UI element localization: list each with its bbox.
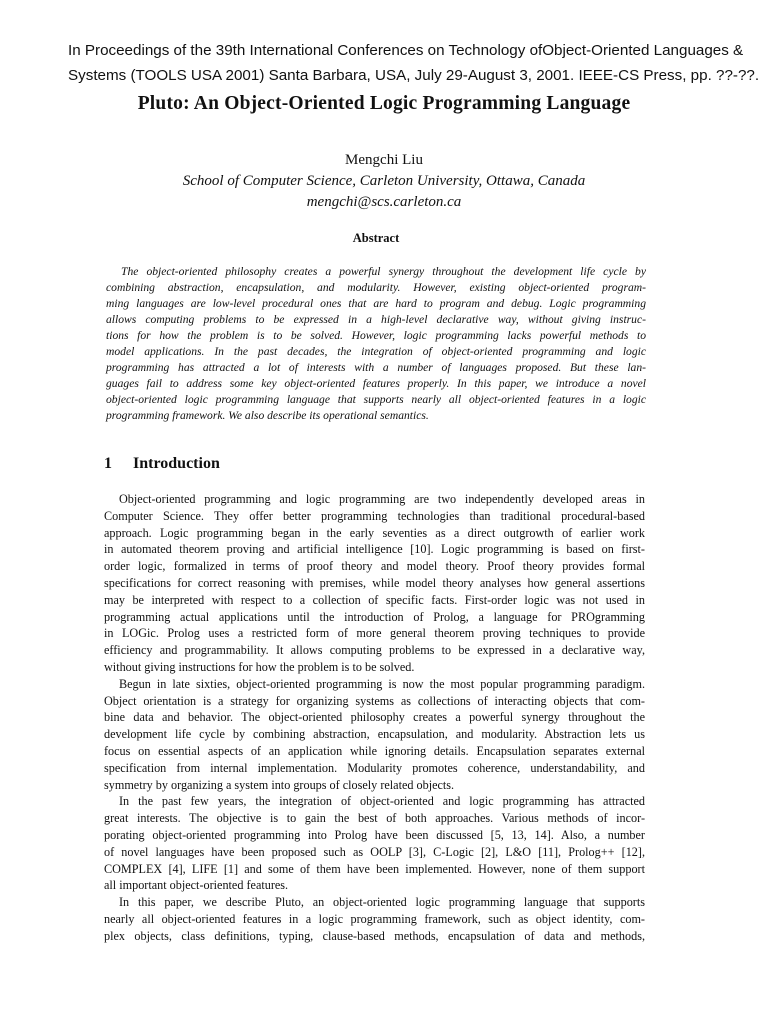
body-line: Object-oriented programming and logic programming are two independently developed areas in bbox=[119, 492, 645, 506]
section-title: Introduction bbox=[133, 455, 220, 472]
abstract-line: model applications. In the past decades, the integration of object-oriented programming and logic bbox=[106, 345, 646, 358]
abstract-line: The object-oriented philosophy creates a powerful synergy throughout the development life cycle by bbox=[121, 265, 646, 278]
abstract-line: allows computing problems to be expressed in a high-level declarative way, without giving instruc- bbox=[106, 313, 646, 326]
body-line: specification from internal implementation. Modularity promotes coherence, understandability, and bbox=[104, 760, 645, 775]
section-heading bbox=[104, 455, 220, 473]
abstract-line: ming languages are low-level procedural ones that are hard to program and debug. Logic programming bbox=[106, 297, 646, 310]
body-line: programming actual applications until the introduction of Prolog, a language for PROgramming bbox=[104, 609, 645, 624]
body-line: plex objects, class definitions, typing, clause-based methods, encapsulation of data and methods, bbox=[104, 928, 645, 943]
abstract-text bbox=[106, 264, 646, 424]
proceedings-line-1: In Proceedings of the 39th International Conferences on Technology ofObject-Oriented Languages & bbox=[68, 42, 744, 59]
body-line: approach. Logic programming began in the early seventies as a direct outgrowth of earlier work bbox=[104, 525, 645, 540]
author-affiliation: School of Computer Science, Carleton University, Ottawa, Canada bbox=[182, 173, 586, 189]
paper-title: Pluto: An Object-Oriented Logic Programming Language bbox=[137, 93, 631, 114]
abstract-line: guages fail to address some key object-oriented features properly. In this paper, we introduce a novel bbox=[106, 377, 646, 390]
section-number: 1 bbox=[104, 455, 112, 472]
body-line: efficiency and programmability. It allows computing problems to be expressed in a declarative way, bbox=[104, 643, 645, 658]
body-line: nearly all object-oriented features in a logic programming framework, such as object identity, com- bbox=[104, 911, 645, 926]
proceedings-note bbox=[68, 38, 760, 88]
body-line: Begun in late sixties, object-oriented programming is now the most popular programming paradigm. bbox=[119, 676, 645, 691]
body-line: Computer Science. They offer better programming technologies than traditional procedural-based bbox=[104, 508, 645, 523]
body-line: symmetry by organizing a system into groups of closely related objects. bbox=[104, 777, 455, 792]
author-email: mengchi@scs.carleton.ca bbox=[306, 194, 462, 210]
abstract-heading: Abstract bbox=[352, 231, 400, 245]
abstract-line: combining abstraction, encapsulation, and modularity. However, existing object-oriented program- bbox=[106, 281, 646, 294]
abstract-line: tions for how the problem is to be solved. However, logic programming lacks powerful methods to bbox=[106, 329, 646, 342]
body-line: In the past few years, the integration of object-oriented and logic programming has attracted bbox=[119, 794, 645, 809]
abstract-line: programming has attracted a lot of interests with a number of languages proposed. But these lan- bbox=[106, 361, 646, 374]
body-line: specifications for correct reasoning with premises, while model theory analyses how general assertions bbox=[104, 575, 645, 590]
body-line: In this paper, we describe Pluto, an object-oriented logic programming language that supports bbox=[119, 895, 645, 910]
body-line: in LOGic. Prolog uses a restricted form of more general theorem proving techniques to provide bbox=[104, 626, 645, 641]
body-line: focus on essential aspects of an application while ignoring details. Encapsulation separates external bbox=[104, 743, 645, 758]
body-line: order logic, formalized in terms of proof theory and model theory. Proof theory provides formal bbox=[104, 559, 645, 574]
abstract-line: object-oriented logic programming language that supports nearly all object-oriented features in a logic bbox=[106, 393, 646, 406]
body-line: bine data and behavior. The object-oriented philosophy creates a powerful synergy throughout the bbox=[104, 710, 645, 725]
author-block bbox=[0, 150, 768, 213]
body-line: porating object-oriented programming into Prolog have been discussed [5, 13, 14]. Also, a number bbox=[104, 827, 645, 842]
body-line: of novel languages have been proposed such as OOLP [3], C-Logic [2], L&O [11], Prolog++ [12], bbox=[104, 844, 645, 859]
body-text bbox=[104, 491, 645, 945]
abstract-line: programming framework. We also describe its operational semantics. bbox=[106, 409, 429, 422]
body-line: great interests. The objective is to gain the best of both approaches. Various methods of incor- bbox=[104, 811, 645, 826]
body-line: all important object-oriented features. bbox=[104, 878, 289, 893]
author-name: Mengchi Liu bbox=[345, 152, 423, 168]
body-line: may be interpreted with respect to a collection of specific facts. First-order logic was not used in bbox=[104, 592, 645, 607]
body-line: without giving instructions for how the problem is to be solved. bbox=[104, 659, 415, 674]
body-line: Object orientation is a strategy for organizing systems as collections of interacting objects that com- bbox=[104, 693, 645, 708]
body-line: development life cycle by combining abstraction, encapsulation, and modularity. Abstraction lets us bbox=[104, 727, 645, 742]
proceedings-line-2: Systems (TOOLS USA 2001) Santa Barbara, USA, July 29-August 3, 2001. IEEE-CS Press, pp. ??-??. bbox=[68, 67, 760, 84]
body-line: in automated theorem proving and artificial intelligence [10]. Logic programming is based on first- bbox=[104, 542, 645, 557]
body-line: COMPLEX [4], LIFE [1] and some of them have been implemented. However, none of them support bbox=[104, 861, 645, 876]
